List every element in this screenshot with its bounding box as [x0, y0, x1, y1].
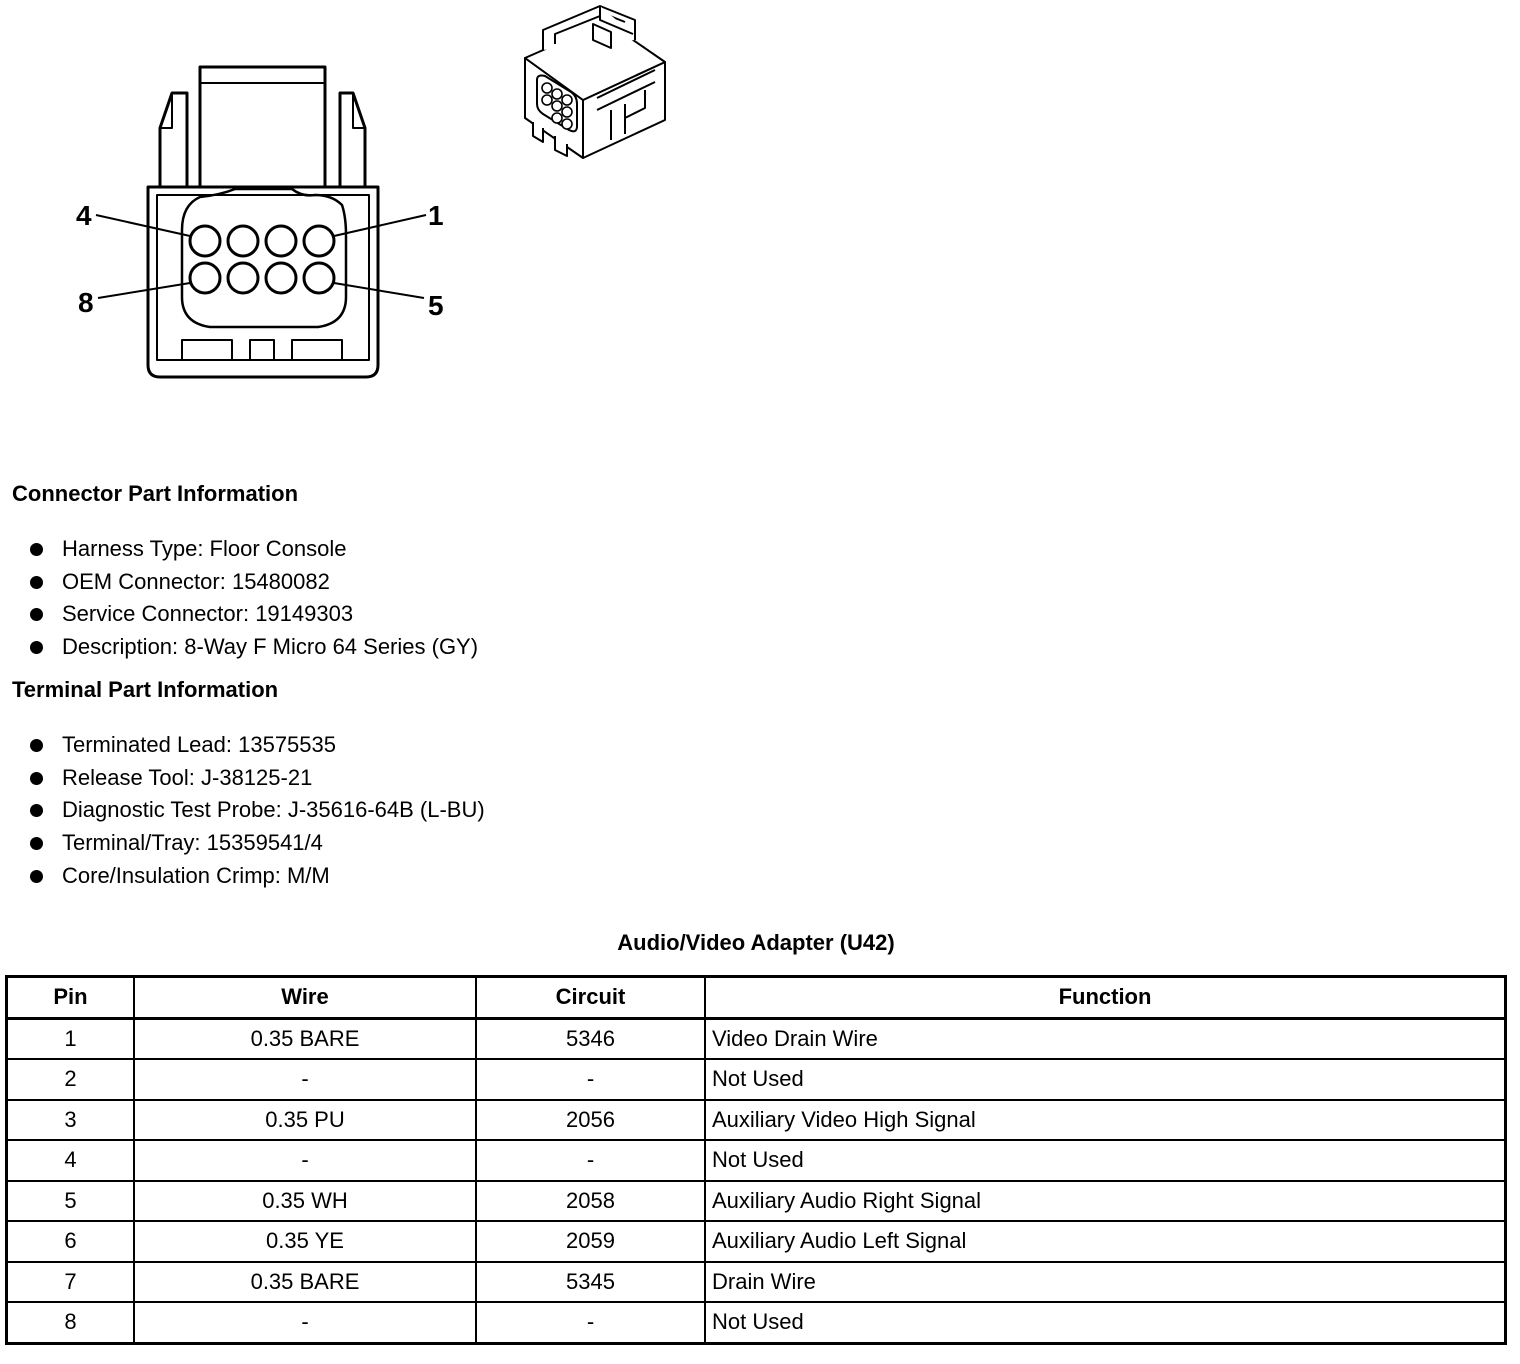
bullet-icon	[30, 543, 43, 556]
cell-function: Auxiliary Audio Left Signal	[705, 1221, 1506, 1262]
list-item-text: Description: 8-Way F Micro 64 Series (GY)	[62, 634, 479, 660]
cell-function: Video Drain Wire	[705, 1018, 1506, 1059]
cell-wire: 0.35 WH	[134, 1181, 476, 1222]
cell-pin: 6	[7, 1221, 135, 1262]
pin-callout-1: 1	[428, 200, 444, 231]
cell-function: Auxiliary Audio Right Signal	[705, 1181, 1506, 1222]
table-row	[7, 1100, 1506, 1141]
list-item-text: Core/Insulation Crimp: M/M	[62, 862, 330, 888]
bullet-icon	[30, 772, 43, 785]
cell-wire: -	[134, 1059, 476, 1100]
list-item-text: Terminal/Tray: 15359541/4	[62, 830, 323, 856]
cell-pin: 8	[7, 1302, 135, 1343]
connector-face-diagram	[60, 55, 480, 395]
cell-function: Drain Wire	[705, 1262, 1506, 1303]
terminal-part-info-heading: Terminal Part Information	[12, 677, 279, 702]
cell-circuit: 2056	[476, 1100, 705, 1141]
table-row	[7, 1302, 1506, 1343]
table-title: Audio/Video Adapter (U42)	[617, 930, 895, 955]
bullet-icon	[30, 576, 43, 589]
cell-circuit: 5346	[476, 1018, 705, 1059]
pin-5-cavity	[304, 263, 334, 293]
cell-wire: 0.35 YE	[134, 1221, 476, 1262]
list-item	[30, 566, 478, 599]
list-item-text: Release Tool: J-38125-21	[62, 764, 313, 790]
pin-1-cavity	[304, 226, 334, 256]
list-item	[30, 729, 485, 762]
table-row	[7, 1181, 1506, 1222]
pin-2-cavity	[266, 226, 296, 256]
cell-circuit: 5345	[476, 1262, 705, 1303]
cell-wire: 0.35 BARE	[134, 1018, 476, 1059]
column-header-circuit: Circuit	[476, 977, 705, 1019]
bullet-icon	[30, 837, 43, 850]
cell-wire: -	[134, 1302, 476, 1343]
list-item-text: Harness Type: Floor Console	[62, 536, 347, 561]
list-item	[30, 827, 485, 860]
cell-pin: 4	[7, 1140, 135, 1181]
column-header-pin: Pin	[7, 977, 135, 1019]
cell-pin: 3	[7, 1100, 135, 1141]
cell-function: Not Used	[705, 1059, 1506, 1100]
list-item	[30, 631, 478, 664]
terminal-part-info-list	[30, 729, 485, 892]
connector-part-info-heading: Connector Part Information	[12, 481, 299, 506]
pin-6-cavity	[266, 263, 296, 293]
list-item-text: Service Connector: 19149303	[62, 601, 354, 627]
table-row	[7, 1018, 1506, 1059]
column-header-wire: Wire	[134, 977, 476, 1019]
bullet-icon	[30, 804, 43, 817]
bullet-icon	[30, 641, 43, 654]
pin-callout-4: 4	[76, 200, 92, 231]
list-item	[30, 598, 478, 631]
list-item	[30, 533, 478, 566]
cell-pin: 5	[7, 1181, 135, 1222]
bullet-icon	[30, 870, 43, 883]
cell-function: Not Used	[705, 1140, 1506, 1181]
pin-callout-8: 8	[78, 287, 94, 318]
table-row	[7, 1140, 1506, 1181]
cell-circuit: -	[476, 1059, 705, 1100]
cell-pin: 2	[7, 1059, 135, 1100]
cell-circuit: -	[476, 1140, 705, 1181]
cell-circuit: 2059	[476, 1221, 705, 1262]
cell-function: Not Used	[705, 1302, 1506, 1343]
table-row	[7, 1059, 1506, 1100]
table-row	[7, 1262, 1506, 1303]
pin-table	[5, 975, 1507, 1345]
connector-part-info-list	[30, 533, 478, 664]
cell-circuit: -	[476, 1302, 705, 1343]
cell-circuit: 2058	[476, 1181, 705, 1222]
connector-iso-diagram	[515, 0, 680, 170]
table-header-row	[7, 977, 1506, 1019]
cell-function: Auxiliary Video High Signal	[705, 1100, 1506, 1141]
pin-4-cavity	[190, 226, 220, 256]
pin-7-cavity	[228, 263, 258, 293]
cell-wire: 0.35 PU	[134, 1100, 476, 1141]
pin-8-cavity	[190, 263, 220, 293]
cell-wire: -	[134, 1140, 476, 1181]
list-item	[30, 794, 485, 827]
column-header-function: Function	[705, 977, 1506, 1019]
list-item	[30, 860, 485, 893]
pin-callout-5: 5	[428, 290, 444, 321]
cell-wire: 0.35 BARE	[134, 1262, 476, 1303]
cell-pin: 7	[7, 1262, 135, 1303]
pin-3-cavity	[228, 226, 258, 256]
bullet-icon	[30, 739, 43, 752]
list-item-text: OEM Connector: 15480082	[62, 568, 330, 594]
list-item-text: Terminated Lead: 13575535	[62, 732, 336, 757]
bullet-icon	[30, 608, 43, 621]
cell-pin: 1	[7, 1018, 135, 1059]
list-item	[30, 762, 485, 795]
table-row	[7, 1221, 1506, 1262]
list-item-text: Diagnostic Test Probe: J-35616-64B (L-BU)	[62, 797, 485, 823]
